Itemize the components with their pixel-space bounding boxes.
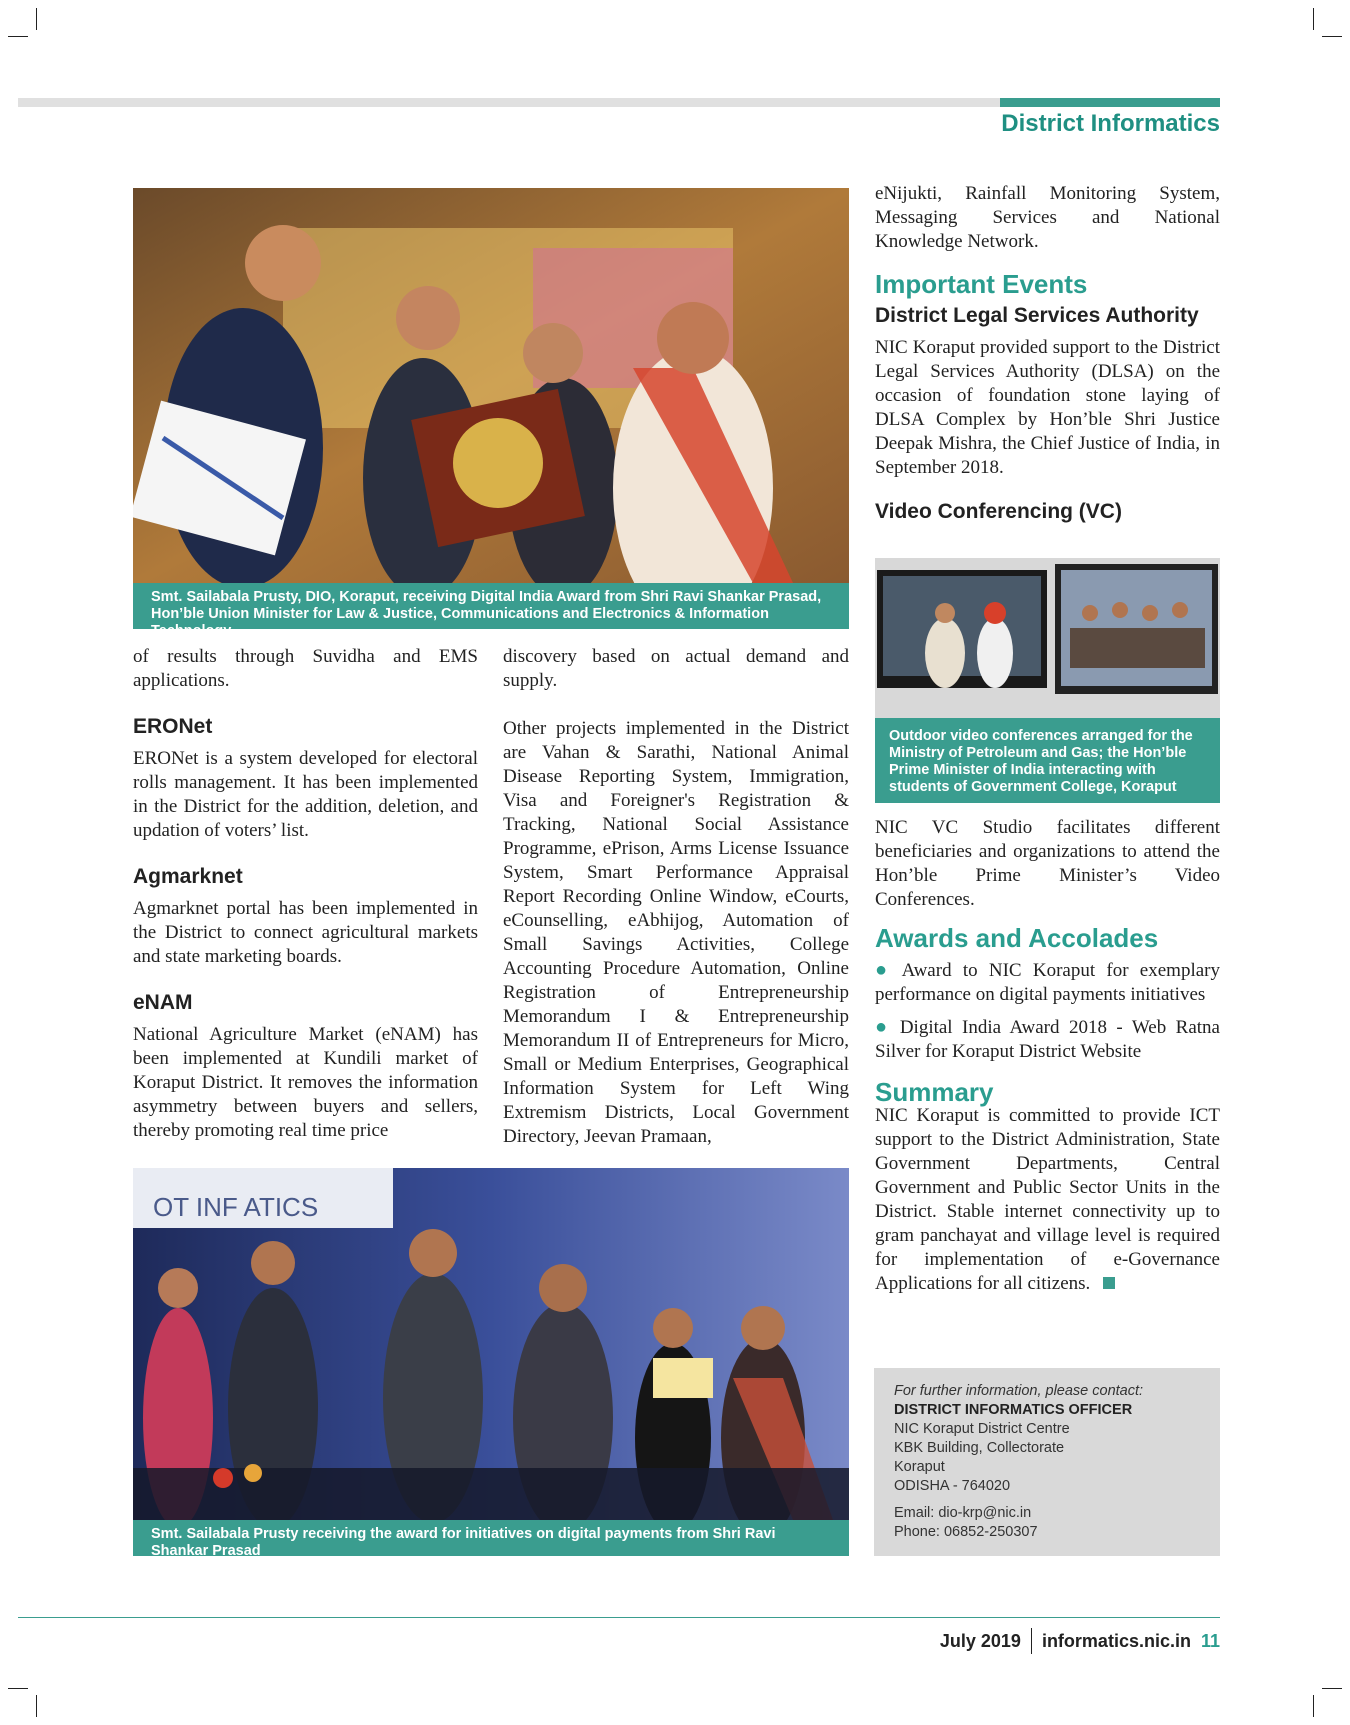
contact-intro: For further information, please contact: xyxy=(894,1383,1144,1399)
contact-line: ODISHA - 764020 xyxy=(894,1478,1011,1494)
digital-payments-photo-illustration xyxy=(133,1168,849,1520)
video-conference-caption: Outdoor video conferences arranged for the Ministry of Petroleum and Gas; the Hon’ble Prime Minister of India interacting with students of Government College, Koraput xyxy=(875,718,1220,803)
enam-text: National Agriculture Market (eNAM) has been implemented at Kundili market of Koraput District. It removes the information asymmetry between buyers and sellers, thereby promoting real time price xyxy=(133,1024,478,1141)
agmarknet-text: Agmarknet portal has been implemented in the District to connect agricultural markets and state marketing boards. xyxy=(133,898,478,967)
col1-intro: of results through Suvidha and EMS applications. xyxy=(133,646,478,691)
summary-body: NIC Koraput is committed to provide ICT support to the District Administration, State Government Departments, Central Government and Public Sector Units in the District. Stable internet connectivity up to gram panchayat and village level is required for implementation of e-Governance Applications for all citizens. xyxy=(875,1105,1220,1294)
contact-line: Koraput xyxy=(894,1459,945,1475)
crop-mark xyxy=(1322,36,1342,37)
column-2 xyxy=(503,645,849,1149)
award-item xyxy=(875,1015,1220,1064)
award-item-text: Digital India Award 2018 - Web Ratna Silver for Koraput District Website xyxy=(875,1017,1220,1062)
eronet-heading: ERONet xyxy=(133,715,213,738)
contact-line: KBK Building, Collectorate xyxy=(894,1440,1065,1456)
contact-line: NIC Koraput District Centre xyxy=(894,1421,1070,1437)
important-events-heading: Important Events xyxy=(875,269,1088,299)
video-conference-photo xyxy=(875,558,1220,718)
footer-rule xyxy=(18,1617,1220,1618)
crop-mark xyxy=(36,8,37,30)
dlsa-text: NIC Koraput provided support to the District Legal Services Authority (DLSA) on the occasion of foundation stone laying of DLSA Complex by Hon’ble Shri Justice Deepak Mishra, the Chief Justice of India, in September 2018. xyxy=(875,337,1220,478)
banner-text: OT INF ATICS xyxy=(153,1192,319,1222)
footer-separator xyxy=(1031,1628,1032,1654)
award-photo-illustration xyxy=(133,188,849,583)
header-accent-rule xyxy=(1000,98,1220,107)
bullet-icon: ● xyxy=(875,959,894,981)
awards-heading: Awards and Accolades xyxy=(875,923,1159,953)
video-conference-photo-illustration xyxy=(875,558,1220,718)
dlsa-heading: District Legal Services Authority xyxy=(875,304,1199,327)
header-rule xyxy=(18,98,1018,107)
crop-mark xyxy=(1322,1688,1342,1689)
crop-mark xyxy=(8,36,28,37)
contact-title: DISTRICT INFORMATICS OFFICER xyxy=(894,1402,1133,1418)
bullet-icon: ● xyxy=(875,1016,892,1038)
column-3 xyxy=(875,182,1220,524)
vc-heading: Video Conferencing (VC) xyxy=(875,500,1122,523)
award-item xyxy=(875,958,1220,1007)
crop-mark xyxy=(1313,1695,1314,1717)
agmarknet-heading: Agmarknet xyxy=(133,865,243,888)
contact-phone: Phone: 06852-250307 xyxy=(894,1524,1038,1540)
contact-email: Email: dio-krp@nic.in xyxy=(894,1505,1032,1521)
column-1 xyxy=(133,645,478,1143)
crop-mark xyxy=(8,1688,28,1689)
award-item-text: Award to NIC Koraput for exemplary performance on digital payments initiatives xyxy=(875,960,1220,1005)
summary-heading: Summary xyxy=(875,1077,994,1107)
col3-intro: eNijukti, Rainfall Monitoring System, Messaging Services and National Knowledge Network. xyxy=(875,183,1220,252)
projects-text: Other projects implemented in the District are Vahan & Sarathi, National Animal Disease Reporting System, Immigration, Visa and Foreigner's Registration & Tracking, National Social Assistance Programme, ePrison, Arms License Issuance System, Smart Performance Appraisal Report Recording Online Window, eCourts, eCounselling, eAbhijog, Automation of Small Savings Activities, College Accounting Procedure Automation, Online Registration of Entrepreneurship Memorandum I & Entrepreneurship Memorandum II of Entrepreneurs for Micro, Small or Medium Enterprises, Geographical Information System for Left Wing Extremism Districts, Local Government Directory, Jeevan Pramaan, xyxy=(503,718,849,1147)
digital-payments-photo-caption: Smt. Sailabala Prusty receiving the award for initiatives on digital payments from Shri Ravi Shankar Prasad xyxy=(133,1520,849,1556)
column-3-lower xyxy=(875,816,1220,1296)
vc-text: NIC VC Studio facilitates different beneficiaries and organizations to attend the Hon’ble Prime Minister’s Video Conferences. xyxy=(875,817,1220,910)
footer xyxy=(940,1628,1220,1654)
page-number: 11 xyxy=(1200,1630,1220,1651)
contact-box xyxy=(874,1368,1220,1556)
col2-intro: discovery based on actual demand and supply. xyxy=(503,646,849,691)
eronet-text: ERONet is a system developed for electoral rolls management. It has been implemented in the District for the addition, deletion, and updation of voters’ list. xyxy=(133,748,478,841)
section-title: District Informatics xyxy=(1001,110,1220,137)
footer-site: informatics.nic.in xyxy=(1041,1630,1191,1651)
award-photo xyxy=(133,188,849,583)
summary-text xyxy=(875,1104,1220,1296)
end-mark-icon xyxy=(1103,1277,1115,1289)
crop-mark xyxy=(1313,8,1314,30)
enam-heading: eNAM xyxy=(133,991,193,1014)
award-photo-caption: Smt. Sailabala Prusty, DIO, Koraput, receiving Digital India Award from Shri Ravi Shankar Prasad, Hon’ble Union Minister for Law & Justice, Communications and Electronics & Information Technology xyxy=(133,583,849,629)
footer-date: July 2019 xyxy=(939,1630,1021,1651)
digital-payments-award-photo xyxy=(133,1168,849,1520)
crop-mark xyxy=(36,1695,37,1717)
